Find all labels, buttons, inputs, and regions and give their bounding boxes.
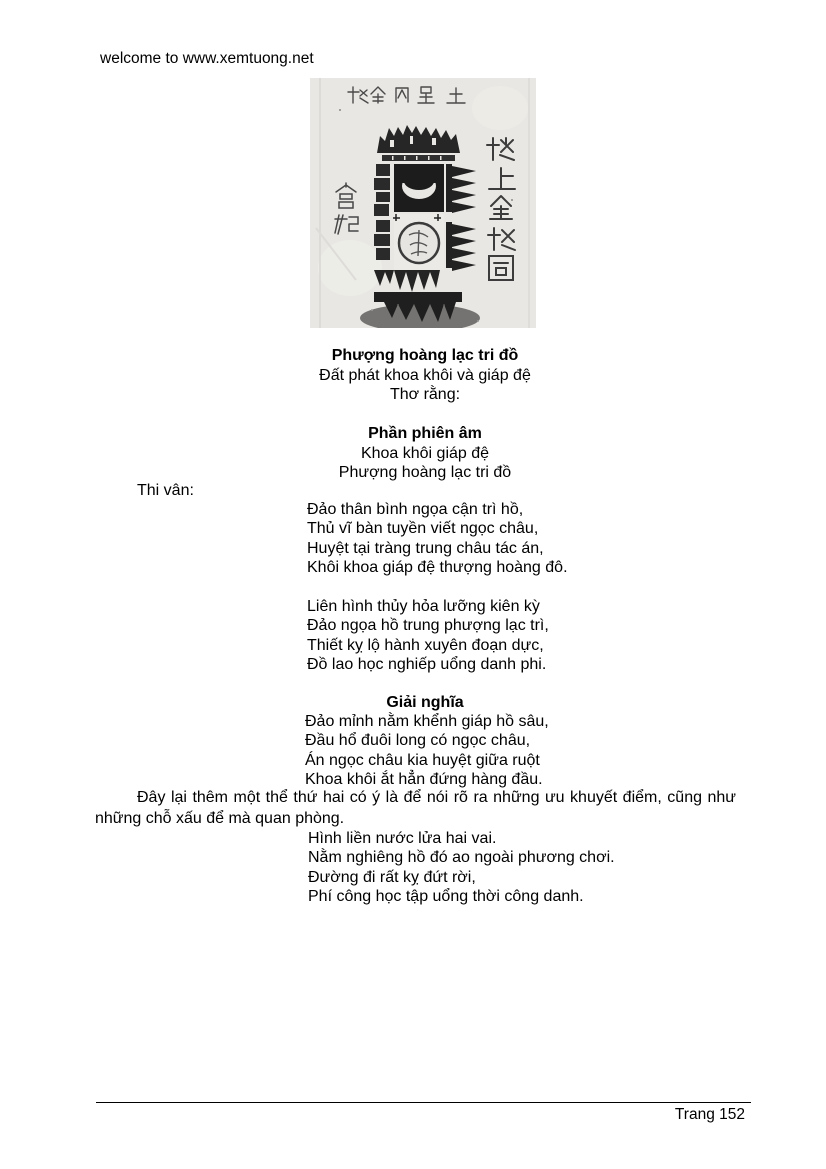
poem-line: Đảo thân bình ngọa cận trì hồ, bbox=[307, 501, 524, 518]
poem-line: Khôi khoa giáp đệ thượng hoàng đô. bbox=[307, 559, 568, 577]
commentary-paragraph: Đây lại thêm một thể thứ hai có ý là để nói rõ ra những ưu khuyết điểm, cũng như những chỗ xấu để mà quan phòng. bbox=[95, 789, 736, 827]
phien-am-line: Khoa khôi giáp đệ bbox=[360, 444, 490, 462]
title-block bbox=[95, 346, 755, 405]
stanza-4 bbox=[308, 829, 615, 907]
poem-line: Đồ lao học nghiếp uổng danh phi. bbox=[307, 656, 547, 674]
poem-line: Khoa khôi ắt hẳn đứng hàng đầu. bbox=[305, 771, 543, 789]
poem-subtitle: Đất phát khoa khôi và giáp đệ bbox=[319, 366, 531, 384]
phien-am-line: Phượng hoàng lạc tri đồ bbox=[338, 464, 512, 481]
poem-line: Nằm nghiêng hồ đó ao ngoài phương chơi. bbox=[308, 849, 615, 867]
poem-line: Thiết kỵ lộ hành xuyên đoạn dực, bbox=[307, 636, 544, 654]
poem-line: Đầu hổ đuôi long có ngọc châu, bbox=[305, 732, 531, 750]
thi-van-label: Thi vân: bbox=[137, 482, 194, 499]
poem-line: Đảo mỉnh nằm khểnh giáp hồ sâu, bbox=[305, 713, 549, 730]
phien-am-block bbox=[95, 424, 755, 483]
poem-line: Án ngọc châu kia huyệt giữa ruột bbox=[305, 751, 540, 769]
poem-line: Đảo ngọa hồ trung phượng lạc trì, bbox=[307, 617, 549, 635]
stanza-1 bbox=[307, 500, 568, 578]
poem-line: Đường đi rất kỵ đứt rời, bbox=[308, 868, 476, 886]
talisman-scan-image bbox=[310, 78, 536, 328]
page-number: Trang 152 bbox=[674, 1106, 745, 1123]
poem-line: Thủ vĩ bàn tuyền viết ngọc châu, bbox=[307, 520, 539, 538]
giai-nghia-heading: Giải nghĩa bbox=[386, 694, 464, 711]
poem-intro: Thơ rằng: bbox=[389, 386, 461, 403]
stanza-2 bbox=[307, 597, 549, 675]
giai-nghia-heading-block bbox=[95, 693, 755, 713]
phien-am-heading: Phần phiên âm bbox=[368, 425, 482, 442]
poem-line: Hình liền nước lửa hai vai. bbox=[308, 830, 497, 847]
poem-line: Liên hình thủy hỏa lưỡng kiên kỳ bbox=[307, 598, 540, 615]
talisman-drawing bbox=[310, 78, 536, 328]
poem-line: Huyệt tại tràng trung châu tác án, bbox=[307, 539, 544, 557]
header-url: welcome to www.xemtuong.net bbox=[100, 50, 314, 67]
stanza-3 bbox=[305, 712, 549, 790]
footer-divider bbox=[96, 1102, 751, 1103]
poem-title: Phượng hoàng lạc tri đồ bbox=[331, 347, 519, 364]
poem-line: Phí công học tập uổng thời công danh. bbox=[308, 888, 584, 906]
